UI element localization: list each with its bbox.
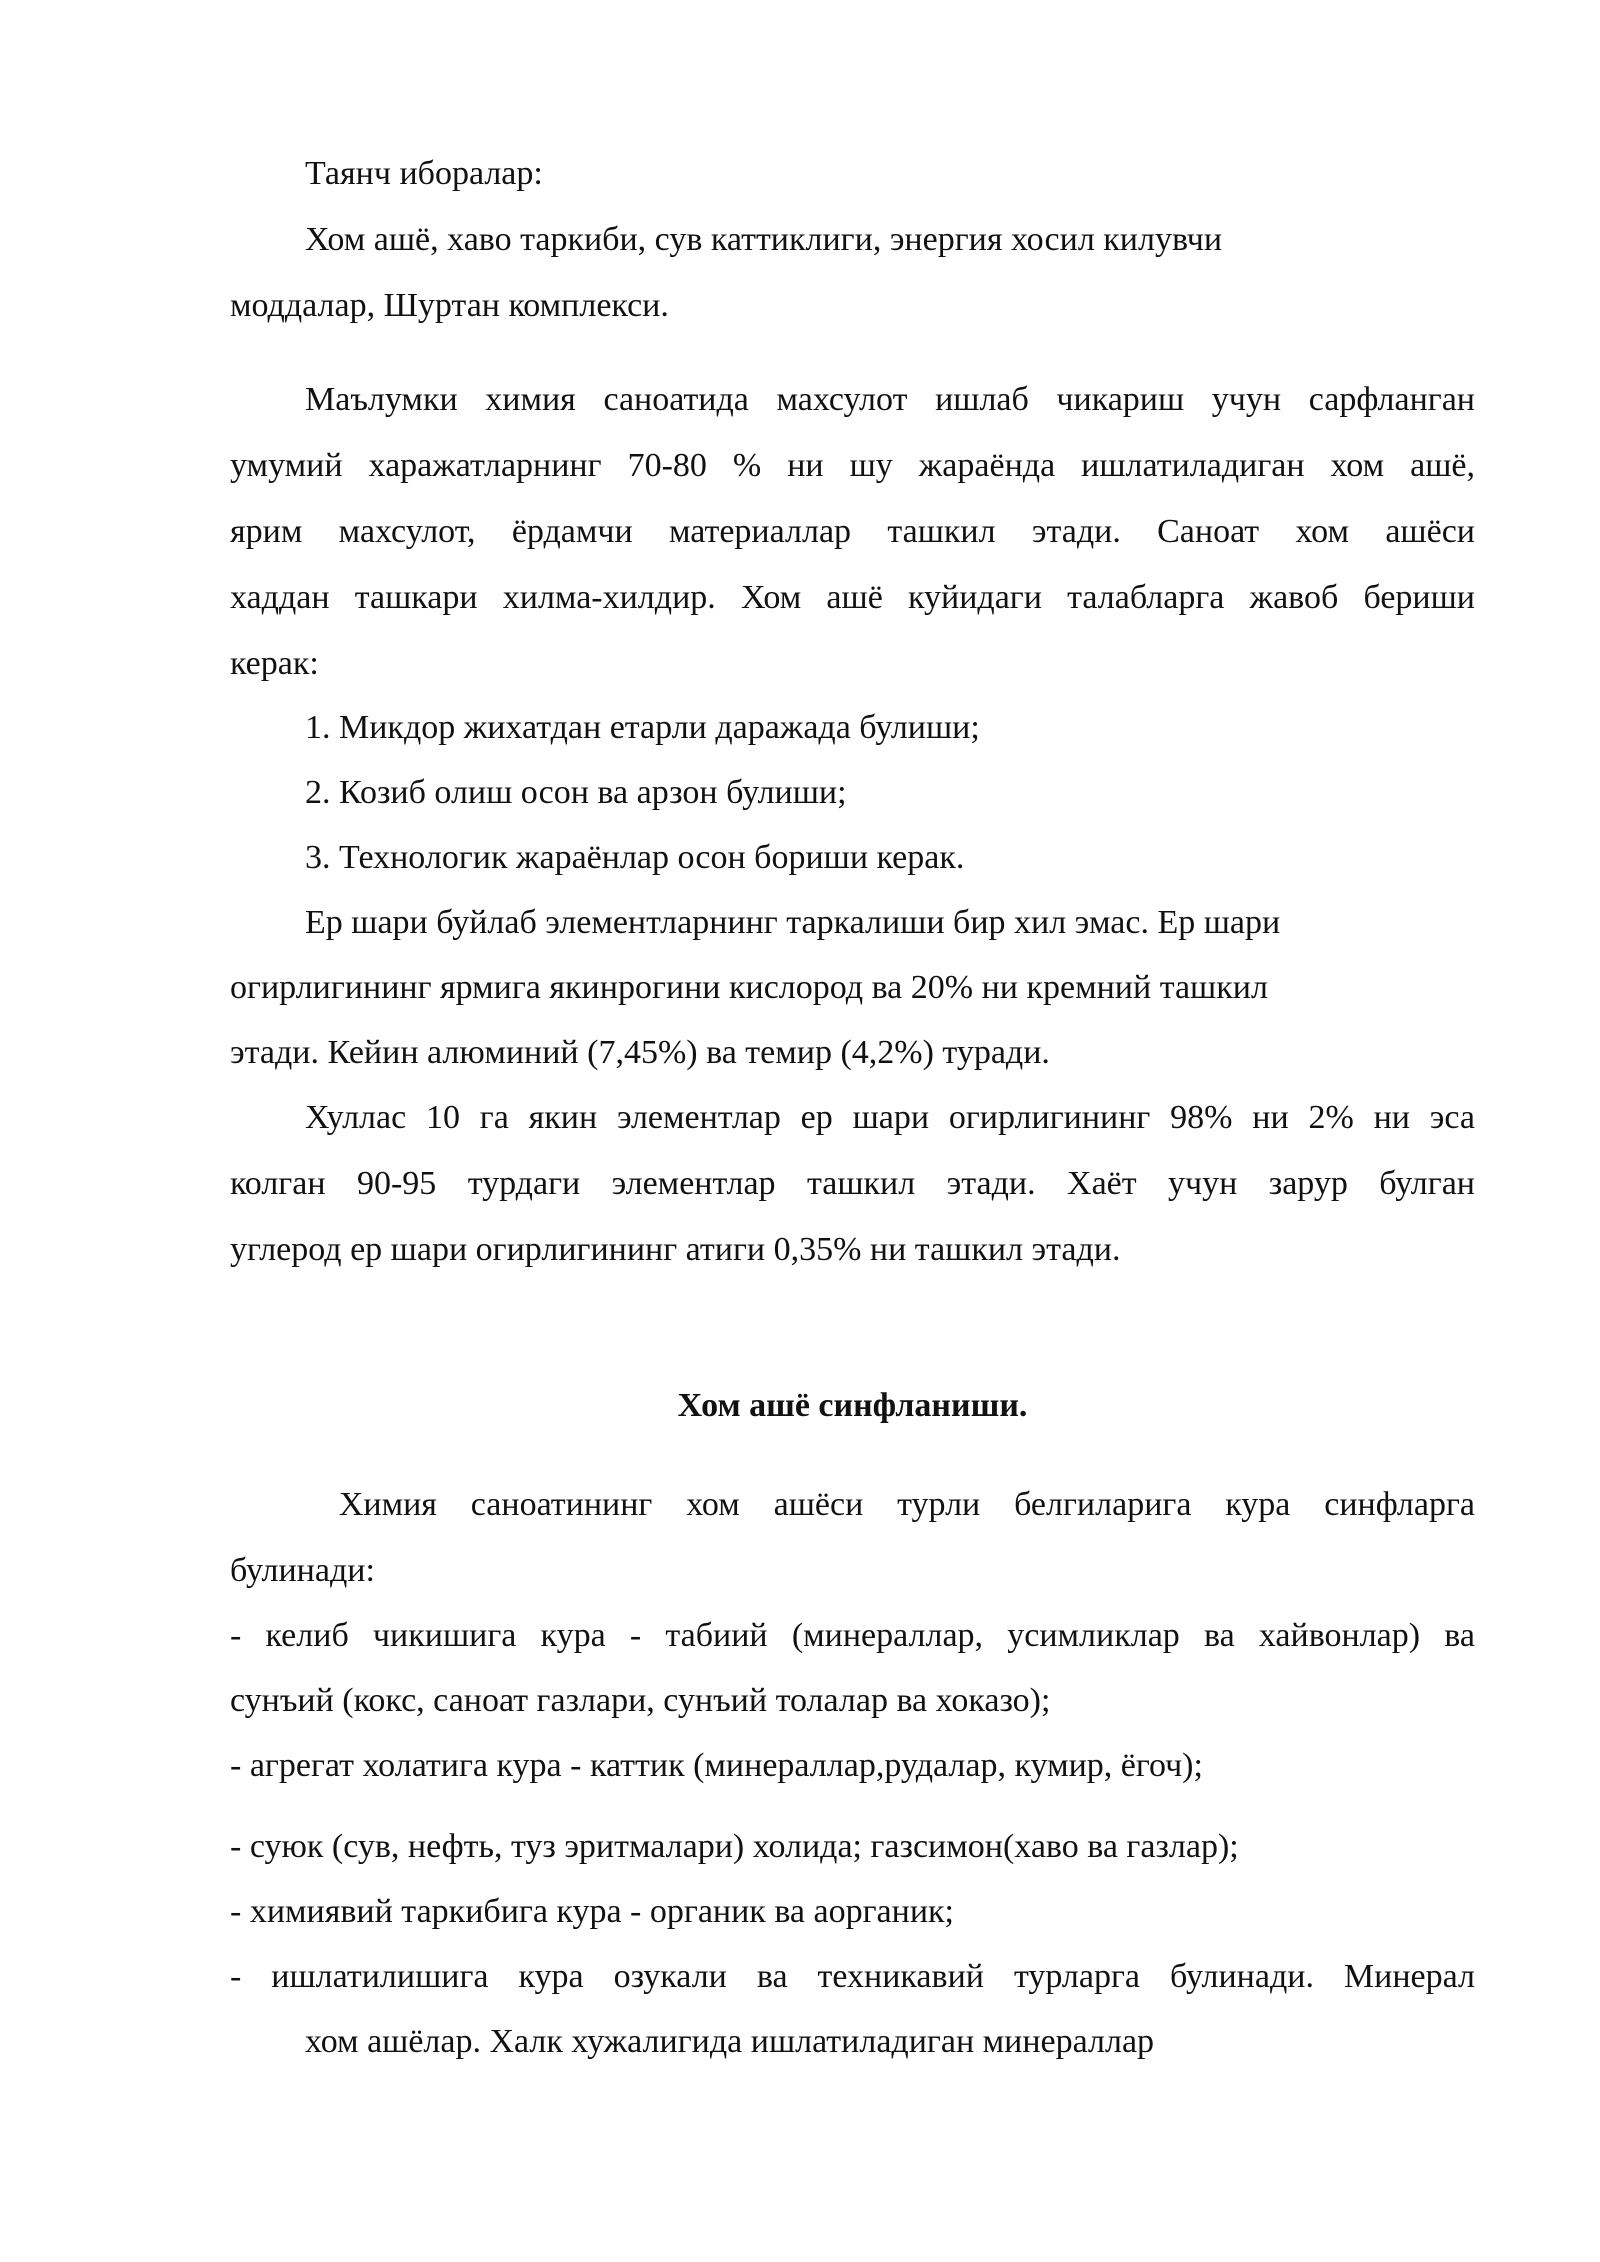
paragraph-line: умумий харажатларнинг 70-80 % ни шу жараёнда ишлатиладиган хом ашё, — [230, 447, 1475, 484]
list-item: - суюк (сув, нефть, туз эритмалари) холида; газсимон(хаво ва газлар); — [230, 1828, 1239, 1865]
list-item: - агрегат холатига кура - каттик (минераллар,рудалар, кумир, ёгоч); — [230, 1747, 1203, 1784]
section-heading: Хом ашё синфланиши. — [677, 1387, 1028, 1424]
paragraph-line: Маълумки химия саноатида махсулот ишлаб чикариш учун сарфланган — [305, 381, 1475, 418]
list-item: 2. Козиб олиш осон ва арзон булиши; — [305, 774, 847, 811]
list-item: - келиб чикишига кура - табиий (минераллар, усимликлар ва хайвонлар) ва — [230, 1617, 1475, 1654]
paragraph-line: керак: — [230, 645, 319, 682]
paragraph-line: огирлигининг ярмига якинрогини кислород ва 20% ни кремний ташкил — [230, 969, 1268, 1006]
paragraph-line: Хуллас 10 га якин элементлар ер шари огирлигининг 98% ни 2% ни эса — [305, 1099, 1475, 1136]
paragraph-line: Ер шари буйлаб элементларнинг таркалиши бир хил эмас. Ер шари — [305, 904, 1281, 941]
keywords-line: моддалар, Шуртан комплекси. — [230, 287, 669, 324]
paragraph-line: этади. Кейин алюминий (7,45%) ва темир (4,2%) туради. — [230, 1034, 1050, 1071]
list-item: 3. Технологик жараёнлар осон бориши керак. — [305, 839, 965, 876]
paragraph-line: ярим махсулот, ёрдамчи материаллар ташкил этади. Саноат хом ашёси — [230, 513, 1475, 550]
paragraph-line: булинади: — [230, 1552, 375, 1589]
paragraph-line: хаддан ташкари хилма-хилдир. Хом ашё куйидаги талабларга жавоб бериши — [230, 579, 1475, 616]
paragraph-line: углерод ер шари огирлигининг атиги 0,35% ни ташкил этади. — [230, 1231, 1121, 1268]
list-item: 1. Микдор жихатдан етарли даражада булиши; — [305, 709, 980, 746]
paragraph-line: Химия саноатининг хом ашёси турли белгиларига кура синфларга — [305, 1486, 1475, 1523]
keywords-line: Хом ашё, хаво таркиби, сув каттиклиги, энергия хосил килувчи — [305, 221, 1223, 258]
list-item: сунъий (кокс, саноат газлари, сунъий толалар ва хоказо); — [230, 1682, 1051, 1719]
list-item: - ишлатилишига кура озукали ва техникавий турларга булинади. Минерал — [230, 1958, 1475, 1995]
paragraph-line: колган 90-95 турдаги элементлар ташкил этади. Хаёт учун зарур булган — [230, 1165, 1475, 1202]
keywords-title: Таянч иборалар: — [305, 155, 543, 192]
list-item: хом ашёлар. Халк хужалигида ишлатиладиган минераллар — [305, 2023, 1155, 2060]
list-item: - химиявий таркибига кура - органик ва аорганик; — [230, 1893, 954, 1930]
